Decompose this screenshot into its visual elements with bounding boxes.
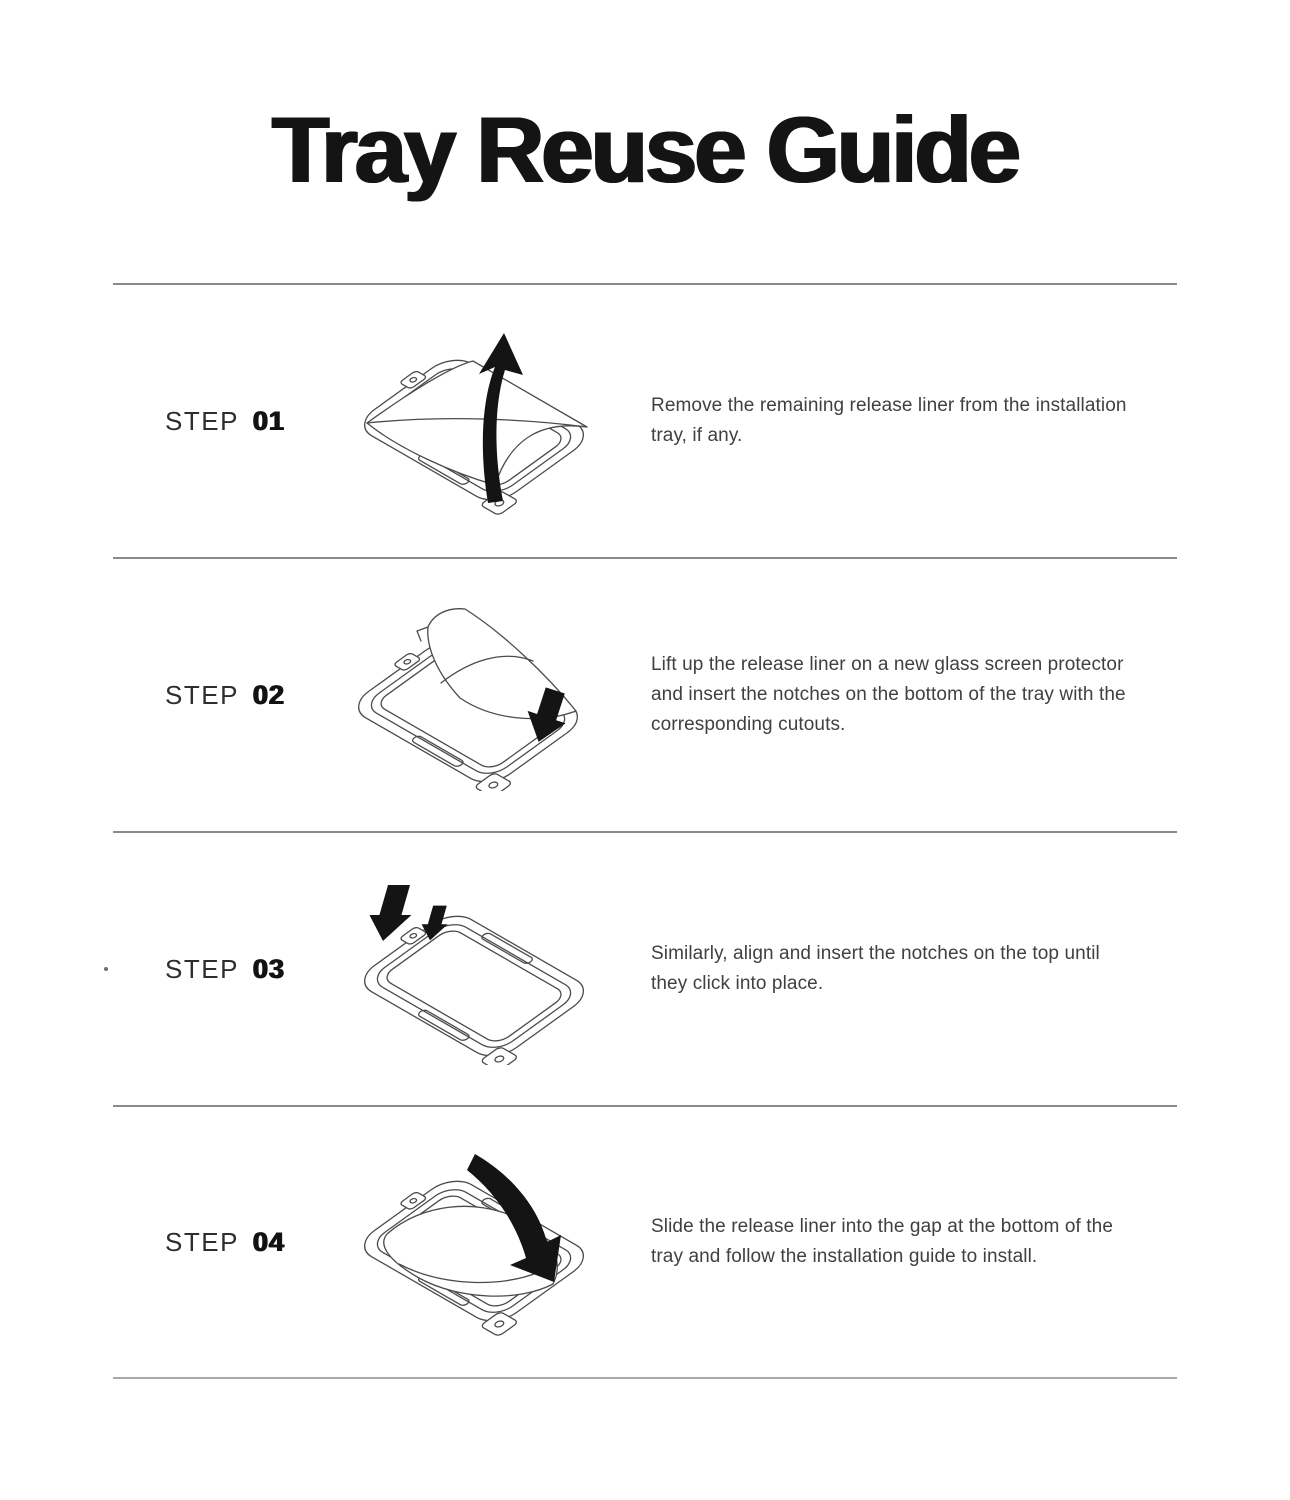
step-03-label	[165, 954, 333, 985]
step-word: STEP	[165, 405, 239, 436]
step-04-label	[165, 1227, 333, 1258]
step-01-description: Remove the remaining release liner from the installation tray, if any.	[651, 395, 1127, 446]
step-number: 03	[252, 953, 285, 984]
step-02-illustration-insert-liner-bottom	[333, 599, 613, 791]
step-number: 04	[252, 1226, 285, 1257]
step-row-01	[113, 283, 1177, 557]
step-word: STEP	[165, 679, 239, 710]
page-title: Tray Reuse Guide	[271, 96, 1019, 202]
step-03-description: Similarly, align and insert the notches on the top until they click into place.	[651, 943, 1100, 994]
step-02-label	[165, 680, 333, 711]
stray-dot-mark	[104, 967, 108, 971]
release-liner-sheet	[367, 361, 587, 485]
step-01-label	[165, 406, 333, 437]
step-row-02	[113, 557, 1177, 831]
step-word: STEP	[165, 953, 239, 984]
step-number: 01	[252, 405, 285, 436]
step-row-03	[113, 831, 1177, 1105]
step-row-04	[113, 1105, 1177, 1379]
step-number: 02	[252, 679, 285, 710]
step-02-description: Lift up the release liner on a new glass screen protector and insert the notches on the bottom of the tray with the corresponding cutouts.	[651, 654, 1126, 735]
page-header	[0, 0, 1290, 283]
step-03-illustration-align-notches-top	[333, 873, 613, 1065]
step-word: STEP	[165, 1226, 239, 1257]
steps-list	[113, 283, 1177, 1379]
step-04-illustration-slide-liner-into-gap	[333, 1146, 613, 1338]
step-01-illustration-tray-peel-liner	[333, 325, 613, 517]
step-04-description: Slide the release liner into the gap at the bottom of the tray and follow the installation guide to install.	[651, 1216, 1113, 1267]
